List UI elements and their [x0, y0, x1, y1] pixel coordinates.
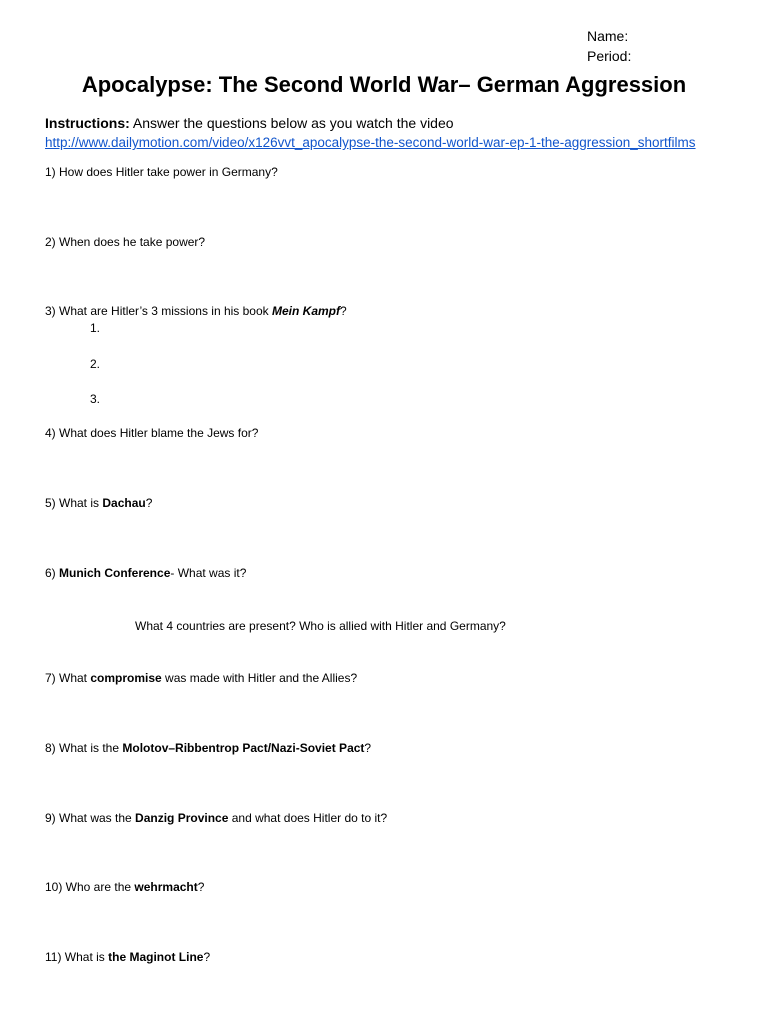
question-7-end: was made with Hitler and the Allies?: [161, 671, 358, 685]
question-8: [45, 741, 371, 755]
video-link[interactable]: http://www.dailymotion.com/video/x126vvt_apocalypse-the-second-world-war-ep-1-the-aggression_shortfilms: [45, 135, 696, 150]
question-6-term: Munich Conference: [59, 566, 171, 580]
question-5-text: 5) What is: [45, 496, 103, 510]
question-10-text: 10) Who are the: [45, 880, 135, 894]
question-7: [45, 671, 357, 685]
question-3-end: ?: [340, 304, 347, 318]
instructions-text: Answer the questions below as you watch the video: [129, 115, 454, 131]
question-6-text: 6): [45, 566, 60, 580]
mission-item-1: 1.: [90, 321, 101, 335]
question-7-term: compromise: [90, 671, 162, 685]
question-6-end: - What was it?: [170, 566, 247, 580]
question-7-text: 7) What: [45, 671, 91, 685]
question-5-end: ?: [145, 496, 153, 510]
question-10: [45, 880, 204, 894]
page-title: Apocalypse: The Second World War– German Aggression: [81, 72, 687, 97]
question-2: 2) When does he take power?: [45, 235, 206, 249]
question-6: [45, 566, 246, 580]
question-10-term: wehrmacht: [134, 880, 198, 894]
question-9-term: Danzig Province: [135, 811, 229, 825]
period-label: Period:: [587, 48, 632, 64]
question-8-term: Molotov–Ribbentrop Pact/Nazi-Soviet Pact: [122, 741, 365, 755]
question-3-book-title: Mein Kampf: [271, 304, 340, 318]
question-5: [45, 496, 152, 510]
question-8-end: ?: [364, 741, 372, 755]
question-5-term: Dachau: [102, 496, 146, 510]
question-3-text: 3) What are Hitler’s 3 missions in his book: [45, 304, 272, 318]
question-9-end: and what does Hitler do to it?: [228, 811, 388, 825]
question-11-text: 11) What is: [45, 950, 109, 964]
question-6-subquestion: What 4 countries are present? Who is allied with Hitler and Germany?: [135, 619, 506, 633]
question-9: [45, 811, 387, 825]
question-11-term: the Maginot Line: [108, 950, 204, 964]
question-9-text: 9) What was the: [45, 811, 136, 825]
question-10-end: ?: [197, 880, 205, 894]
question-4: 4) What does Hitler blame the Jews for?: [45, 426, 259, 440]
question-11: [45, 950, 210, 964]
question-11-end: ?: [203, 950, 211, 964]
question-1: 1) How does Hitler take power in Germany?: [45, 165, 278, 179]
question-8-text: 8) What is the: [45, 741, 123, 755]
instructions-label: Instructions:: [45, 115, 130, 131]
mission-item-2: 2.: [90, 357, 101, 371]
mission-item-3: 3.: [90, 392, 101, 406]
question-3: [45, 304, 347, 318]
name-label: Name:: [587, 28, 629, 44]
instructions: [45, 115, 454, 131]
